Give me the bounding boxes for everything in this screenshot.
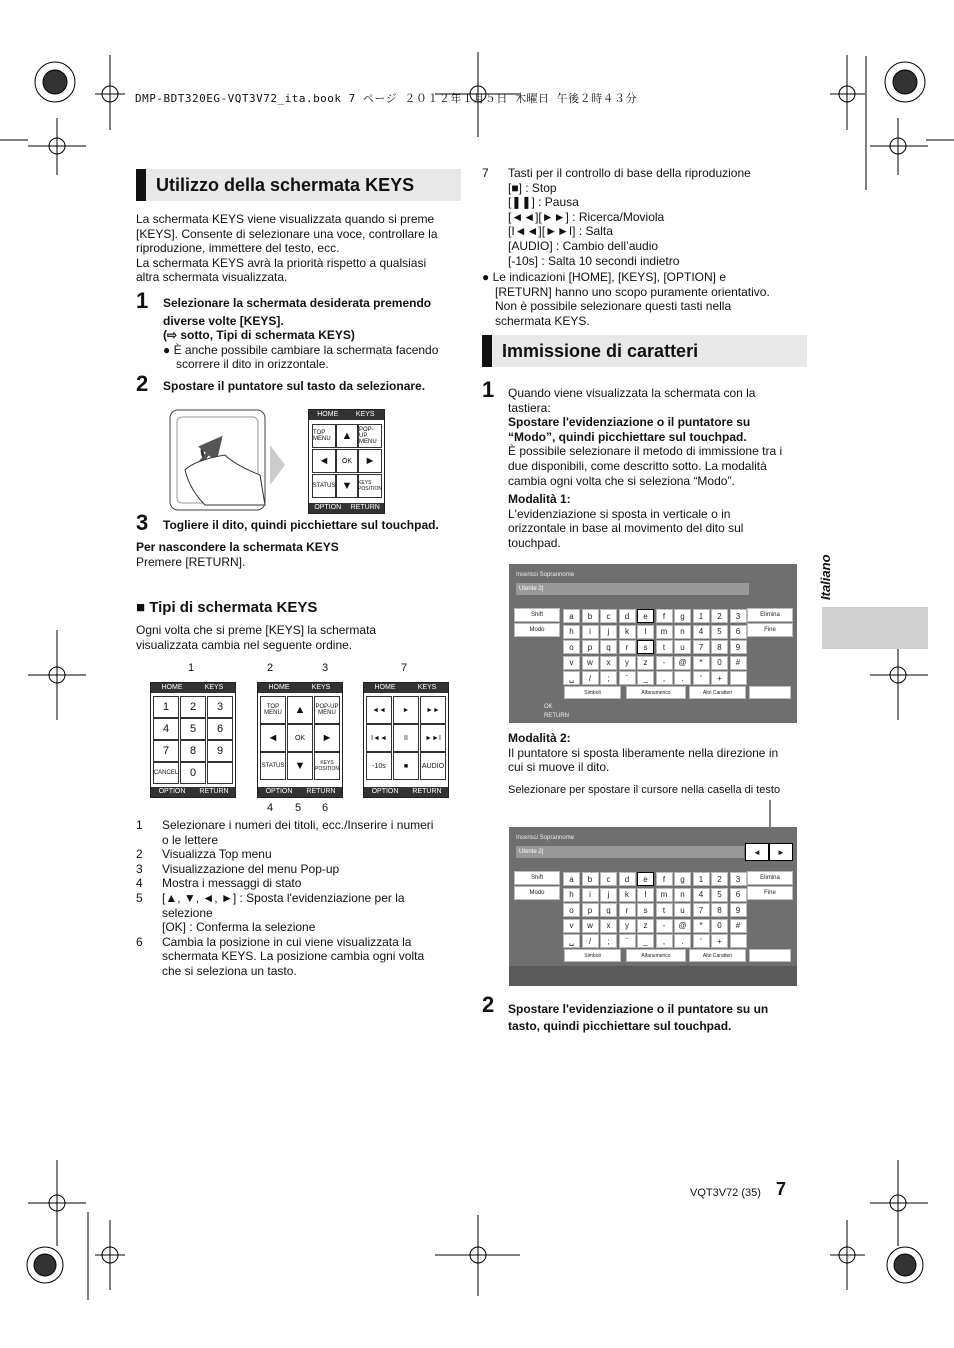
keyboard-tab	[749, 686, 791, 699]
keyboard-key: n	[674, 888, 691, 902]
numpad-key: 3	[207, 696, 233, 718]
keyboard-key: v	[563, 656, 580, 670]
numpad-key: 1	[153, 696, 179, 718]
status-key: STATUS	[312, 474, 336, 498]
step-3-text: Togliere il dito, quindi picchiettare sul touchpad.	[163, 518, 439, 532]
keyboard-key: .	[674, 934, 691, 948]
delete-key: Elimina	[747, 871, 793, 885]
keyboard-key: j	[600, 625, 617, 639]
keyboard-key: o	[563, 903, 580, 917]
status-key: STATUS	[260, 752, 286, 780]
keyboard-key: f	[656, 609, 673, 623]
input-step-1: Quando viene visualizzata la schermata con la tastiera: Spostare l'evidenziazione o il puntatore su “Modo”, quindi picchiettare sul touchpad. È possibile selezionare il metodo di immissione tra i due disponibili, come descritto sotto. La modalità cambia ogni volta che si seleziona “Modo”. Modalità 1: L'evidenziazione si sposta in verticale o in orizzontale in base al movimento del dito sul touchpad.	[508, 386, 783, 550]
keyboard-key: z	[637, 656, 654, 670]
keyboard-key: 2	[711, 609, 728, 623]
input-step-2: Spostare l'evidenziazione o il puntatore su un tasto, quindi picchiettare sul touchpad.	[508, 1002, 769, 1033]
numpad-key: 4	[153, 718, 179, 740]
numpad-key: 6	[207, 718, 233, 740]
keyboard-key: x	[600, 919, 617, 933]
keyboard-mode-1: Inserisci Soprannome Utente 2| Shift Modo Elimina Fine Simboli Alfanumerico Altri Caratteri OK RETURN a b c d e f g 1 2 3 h i j k l m n 4 5 6 o p q r s t u 7 8 9 v w x y z - @ * 0 # ␣ / ; ¨ _ , . ' +	[509, 564, 797, 723]
keyboard-key: h	[563, 888, 580, 902]
types-intro: Ogni volta che si preme [KEYS] la schermata visualizzata cambia nel seguente ordine.	[136, 623, 377, 652]
keyboard-key: g	[674, 872, 691, 886]
keyboard-key: x	[600, 656, 617, 670]
keyboard-key: ,	[656, 671, 673, 685]
pause-icon: II	[393, 724, 419, 752]
touchpad-illustration	[165, 405, 290, 515]
numpad-key: 8	[180, 740, 206, 762]
keyboard-key: g	[674, 609, 691, 623]
callout-2: 2	[267, 662, 274, 674]
keyboard-mode-2: Inserisci Soprannome Utente 2| ◄ ► Shift Modo Elimina Fine Simboli Alfanumerico Altri Caratteri a b c d e f g 1 2 3 h i j k l m n 4 5 6 o p q r s t u 7 8 9 v w x y z - @ * 0 # ␣ / ; ¨ _ , . ' +	[509, 827, 797, 986]
keyboard-key: w	[582, 919, 599, 933]
section-title-keys: Utilizzo della schermata KEYS	[136, 169, 461, 201]
numpad-key: 5	[180, 718, 206, 740]
keyboard-key: s	[637, 640, 654, 654]
keyboard-key: 0	[711, 919, 728, 933]
numpad-key	[207, 762, 233, 784]
keyboard-key: r	[619, 640, 636, 654]
keyboard-key: a	[563, 872, 580, 886]
callout-3: 3	[322, 662, 329, 674]
end-key: Fine	[747, 886, 793, 900]
keyboard-key: k	[619, 888, 636, 902]
keyboard-key: /	[582, 671, 599, 685]
left-arrow-icon: ◄	[260, 724, 286, 752]
keys-screen-navigation-small: HOME KEYS TOP MENU ▲ POP-UP MENU ◄ OK ► STATUS ▼ KEYS POSITION OPTION RETURN	[308, 409, 385, 514]
end-key: Fine	[747, 623, 793, 637]
keyboard-key: '	[693, 671, 710, 685]
keyboard-key: 4	[693, 888, 710, 902]
keyboard-key: q	[600, 903, 617, 917]
keyboard-key: b	[582, 609, 599, 623]
keyboard-key: 8	[711, 903, 728, 917]
keyboard-key: 9	[730, 640, 747, 654]
keyboard-key: t	[656, 640, 673, 654]
fast-forward-icon: ►►	[420, 696, 446, 724]
keys-position-key: KEYS POSITION	[314, 752, 340, 780]
keyboard-key: #	[730, 656, 747, 670]
note-bullet: ● Le indicazioni [HOME], [KEYS], [OPTION] e [RETURN] hanno uno scopo puramente orientativo. Non è possibile selezionare questi tasti nella schermata KEYS.	[482, 270, 770, 328]
shift-key: Shift	[514, 608, 560, 622]
step-2-text: Spostare il puntatore sul tasto da selezionare.	[163, 379, 426, 393]
hide-keys-note: Per nascondere la schermata KEYS Premere [RETURN].	[136, 540, 339, 569]
numpad-key: 0	[180, 762, 206, 784]
keys-screen-playback: HOME KEYS ◄◄ ► ►► I◄◄ II ►►I -10s ■ AUDIO OPTION RETURN	[363, 682, 449, 798]
keyboard-key: *	[693, 919, 710, 933]
keys-position-key: KEYS POSITION	[358, 474, 382, 498]
keyboard-key: -	[656, 656, 673, 670]
stop-icon: ■	[393, 752, 419, 780]
play-icon: ►	[393, 696, 419, 724]
keyboard-key: ;	[600, 671, 617, 685]
language-label: Italiano	[818, 554, 833, 600]
keyboard-key: q	[600, 640, 617, 654]
section-title-caratteri: Immissione di caratteri	[482, 335, 807, 367]
mode-key: Modo	[514, 623, 560, 637]
item-7: 7 Tasti per il controllo di base della riproduzione [■] : Stop [❚❚] : Pausa [◄◄][►►] : Ricerca/Moviola [I◄◄][►►I] : Salta [AUDIO] : Cambio dell’audio [-10s] : Salta 10 secondi indietro	[482, 166, 751, 268]
keyboard-key: v	[563, 919, 580, 933]
intro-paragraph: La schermata KEYS viene visualizzata quando si preme [KEYS]. Consente di selezionare una voce, controllare la riproduzione, immettere del testo, ecc. La schermata KEYS avrà la priorità rispetto a qualsiasi altra schermata visualizzata.	[136, 212, 438, 285]
page-number: 7	[776, 1179, 787, 1199]
keyboard-key: 7	[693, 903, 710, 917]
keyboard-key: *	[693, 656, 710, 670]
delete-key: Elimina	[747, 608, 793, 622]
keyboard-key: 4	[693, 625, 710, 639]
skip-forward-icon: ►►I	[420, 724, 446, 752]
keyboard-key: h	[563, 625, 580, 639]
top-menu-key: TOP MENU	[312, 424, 336, 448]
keyboard-key: c	[600, 609, 617, 623]
right-arrow-icon: ►	[358, 449, 382, 473]
keyboard-key: #	[730, 919, 747, 933]
keyboard-key: y	[619, 919, 636, 933]
keyboard-key: 5	[711, 625, 728, 639]
keyboard-key: l	[637, 625, 654, 639]
keyboard-key: w	[582, 656, 599, 670]
keyboard-key: 7	[693, 640, 710, 654]
step-number: 1	[136, 288, 149, 313]
keyboard-key: o	[563, 640, 580, 654]
keyboard-tab: Alfanumerico	[626, 686, 686, 699]
callout-5: 5	[295, 802, 302, 814]
keyboard-key: p	[582, 640, 599, 654]
keyboard-key: u	[674, 640, 691, 654]
left-arrow-icon: ◄	[312, 449, 336, 473]
keyboard-key: 1	[693, 872, 710, 886]
keyboard-key: a	[563, 609, 580, 623]
keyboard-key: ␣	[563, 934, 580, 948]
keyboard-key: ;	[600, 934, 617, 948]
keyboard-tab: Alfanumerico	[626, 949, 686, 962]
keyboard-key: @	[674, 656, 691, 670]
keyboard-key: s	[637, 903, 654, 917]
keyboard-key: p	[582, 903, 599, 917]
keyboard-key	[730, 934, 747, 948]
keyboard-key: k	[619, 625, 636, 639]
rewind-icon: ◄◄	[366, 696, 392, 724]
keyboard-key: n	[674, 625, 691, 639]
callout-1: 1	[188, 662, 195, 674]
keyboard-key	[730, 671, 747, 685]
step-number: 2	[482, 992, 495, 1017]
top-menu-key: TOP MENU	[260, 696, 286, 724]
keyboard-key: ␣	[563, 671, 580, 685]
keyboard-key: '	[693, 934, 710, 948]
step-number: 2	[136, 371, 149, 396]
keyboard-key: m	[656, 625, 673, 639]
keyboard-key: ¨	[619, 934, 636, 948]
popup-menu-key: POP-UP MENU	[358, 424, 382, 448]
callout-6: 6	[322, 802, 329, 814]
skip-back-icon: I◄◄	[366, 724, 392, 752]
types-heading: ■ Tipi di schermata KEYS	[136, 599, 318, 616]
up-arrow-icon: ▲	[287, 696, 313, 724]
keyboard-key: b	[582, 872, 599, 886]
keyboard-key: 0	[711, 656, 728, 670]
keyboard-key: t	[656, 903, 673, 917]
numpad-key: 9	[207, 740, 233, 762]
keyboard-key: e	[637, 872, 654, 886]
keyboard-key: f	[656, 872, 673, 886]
keyboard-tab: Simboli	[564, 686, 621, 699]
keyboard-key: 3	[730, 609, 747, 623]
keyboard-key: ¨	[619, 671, 636, 685]
keyboard-key: i	[582, 625, 599, 639]
keyboard-tab: Altri Caratteri	[689, 686, 746, 699]
keyboard-key: u	[674, 903, 691, 917]
keyboard-tab: Simboli	[564, 949, 621, 962]
down-arrow-icon: ▼	[287, 752, 313, 780]
popup-menu-key: POP-UP MENU	[314, 696, 340, 724]
keyboard-key: c	[600, 872, 617, 886]
keyboard-key: +	[711, 671, 728, 685]
keys-screen-navigation: HOME KEYS TOP MENU ▲ POP-UP MENU ◄ OK ► STATUS ▼ KEYS POSITION OPTION RETURN	[257, 682, 343, 798]
keyboard-key: y	[619, 656, 636, 670]
step-number: 3	[136, 510, 149, 535]
keyboard-key: z	[637, 919, 654, 933]
keyboard-key: _	[637, 671, 654, 685]
language-tab	[822, 607, 928, 649]
keyboard-key: .	[674, 671, 691, 685]
shift-key: Shift	[514, 871, 560, 885]
page-code: VQT3V72 (35)	[690, 1187, 761, 1199]
keyboard-key: 1	[693, 609, 710, 623]
keyboard-key: 9	[730, 903, 747, 917]
keyboard-tab	[749, 949, 791, 962]
keyboard-key: @	[674, 919, 691, 933]
keyboard-key: 3	[730, 872, 747, 886]
callout-4: 4	[267, 802, 274, 814]
back-10s-key: -10s	[366, 752, 392, 780]
step-number: 1	[482, 377, 495, 402]
keyboard-key: d	[619, 872, 636, 886]
book-header: DMP-BDT320EG-VQT3V72_ita.book 7 ページ ２０１２年１月５日 木曜日 午後２時４３分	[135, 92, 638, 105]
keyboard-key: 6	[730, 625, 747, 639]
keyboard-key: j	[600, 888, 617, 902]
keyboard-key: e	[637, 609, 654, 623]
keyboard-key: 5	[711, 888, 728, 902]
keys-screen-numpad: HOME KEYS 1 2 3 4 5 6 7 8 9 CANCEL 0 OPTION RETURN	[150, 682, 236, 798]
keyboard-key: ,	[656, 934, 673, 948]
keyboard-key: 8	[711, 640, 728, 654]
key-function-list: 1 Selezionare i numeri dei titoli, ecc./Inserire i numeri o le lettere 2 Visualizza Top menu 3 Visualizzazione del menu Pop-up 4 Mostra i messaggi di stato 5 [▲, ▼, ◄, ►] : Sposta l'evidenziazione per la selezione [OK] : Conferma la selezione 6 Cambia la posizione in cui viene visualizzata la schermata KEYS. La posizione cambia ogni volta che si seleziona un tasto.	[136, 818, 434, 978]
keyboard-key: 6	[730, 888, 747, 902]
keyboard-key: /	[582, 934, 599, 948]
mode-2-caption: Selezionare per spostare il cursore nella casella di testo	[508, 784, 781, 796]
cancel-key: CANCEL	[153, 762, 179, 784]
keyboard-key: _	[637, 934, 654, 948]
ok-key: OK	[336, 449, 358, 473]
audio-key: AUDIO	[420, 752, 446, 780]
numpad-key: 2	[180, 696, 206, 718]
cursor-right-icon: ►	[769, 843, 793, 861]
mode-key: Modo	[514, 886, 560, 900]
keyboard-key: 2	[711, 872, 728, 886]
mode-2-description: Modalità 2: Il puntatore si sposta liberamente nella direzione in cui si muove il dito.	[508, 731, 779, 775]
keyboard-key: -	[656, 919, 673, 933]
keyboard-tab: Altri Caratteri	[689, 949, 746, 962]
cursor-left-icon: ◄	[745, 843, 769, 861]
keyboard-key: l	[637, 888, 654, 902]
keyboard-key: m	[656, 888, 673, 902]
up-arrow-icon: ▲	[336, 424, 358, 448]
keyboard-key: i	[582, 888, 599, 902]
keyboard-key: r	[619, 903, 636, 917]
callout-7: 7	[401, 662, 408, 674]
step-1-text: Selezionare la schermata desiderata premendo diverse volte [KEYS]. (⇨ sotto, Tipi di schermata KEYS) ● È anche possibile cambiare la schermata facendo scorrere il dito in orizzontale.	[163, 296, 439, 372]
down-arrow-icon: ▼	[336, 474, 358, 498]
keyboard-key: +	[711, 934, 728, 948]
ok-key: OK	[287, 724, 313, 752]
keyboard-key: d	[619, 609, 636, 623]
numpad-key: 7	[153, 740, 179, 762]
right-arrow-icon: ►	[314, 724, 340, 752]
